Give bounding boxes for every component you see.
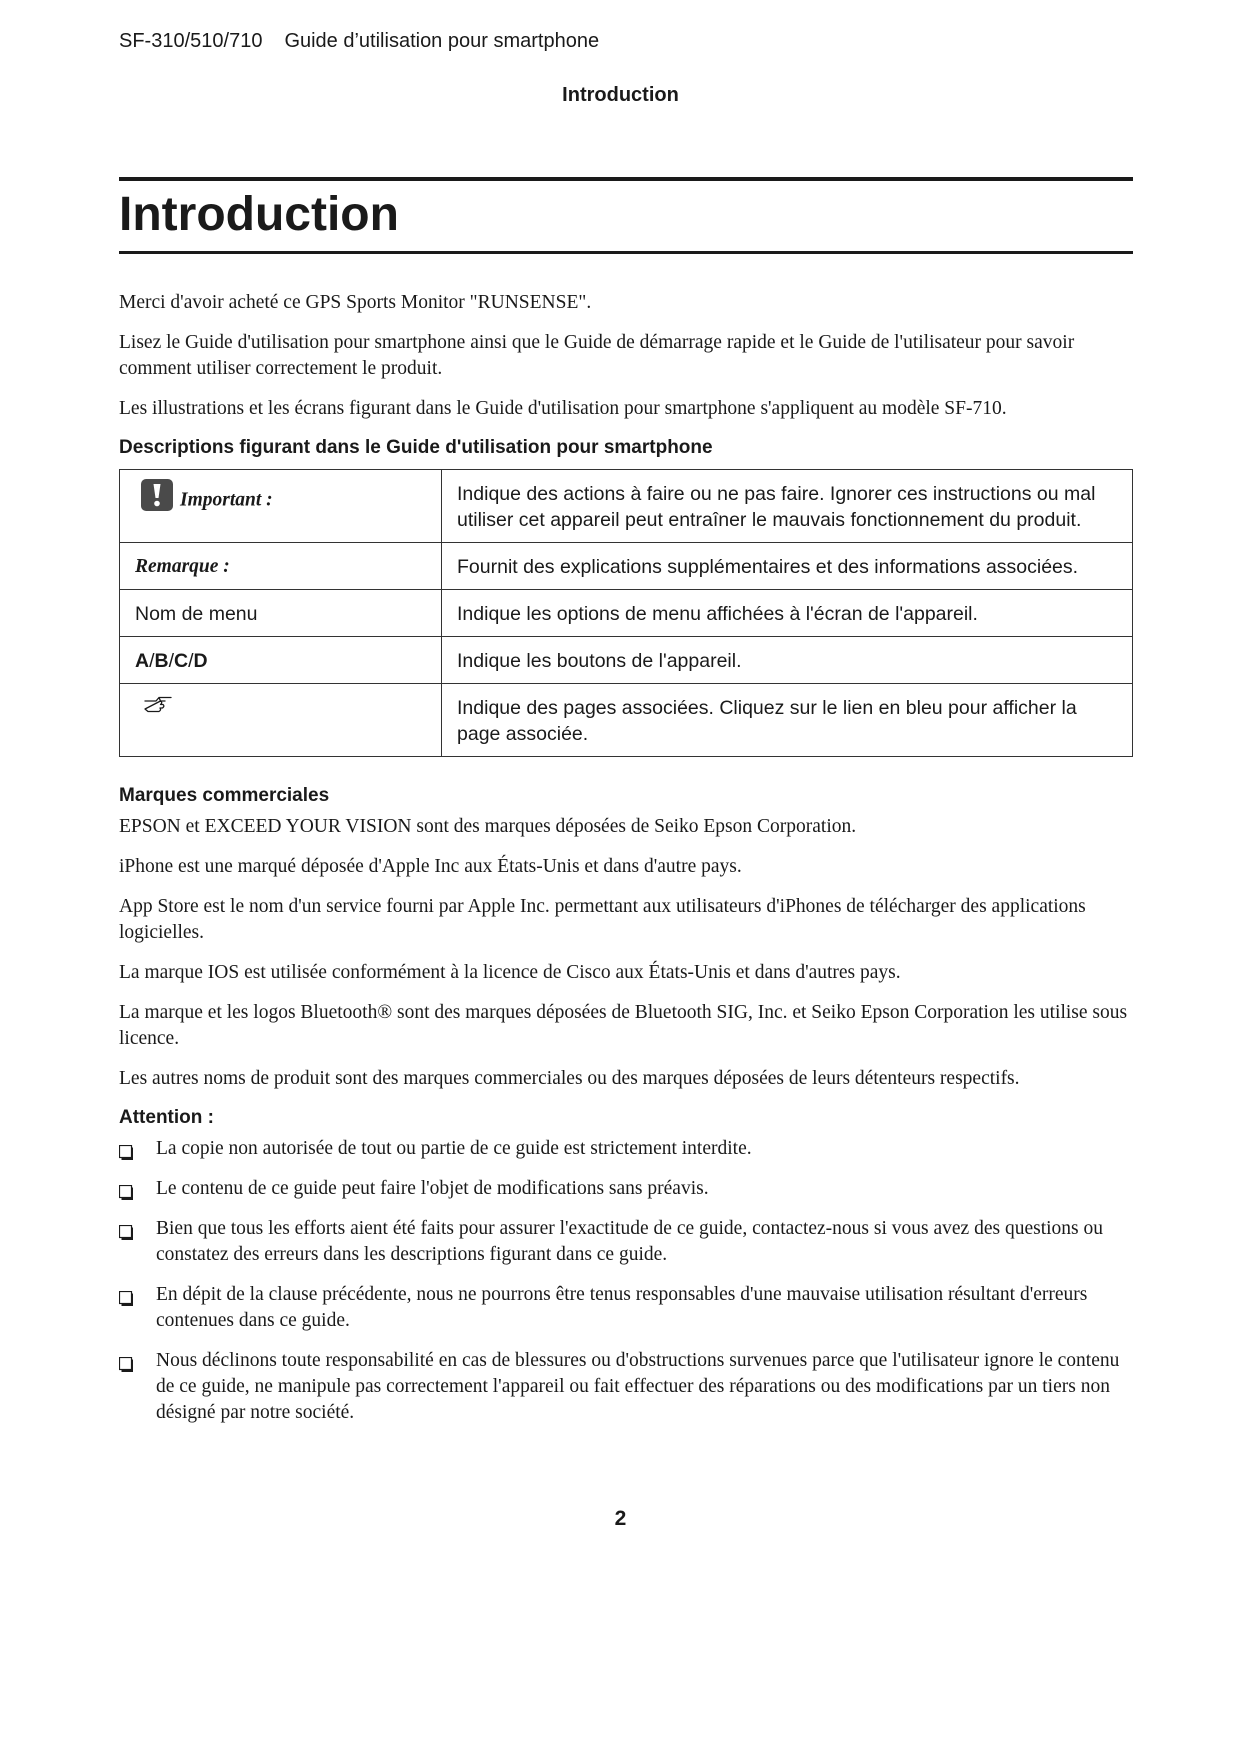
- separator: /: [149, 650, 155, 672]
- list-item: [119, 1136, 1133, 1162]
- trademark-paragraph: Les autres noms de produit sont des marques commerciales ou des marques déposées de leurs détenteurs respectifs.: [119, 1068, 1020, 1089]
- separator: /: [168, 650, 175, 672]
- separator: /: [188, 650, 194, 672]
- term-cell: [120, 470, 442, 543]
- table-row: [120, 590, 1133, 637]
- trademarks-heading: Marques commerciales: [119, 785, 330, 806]
- page-number: 2: [614, 1507, 627, 1530]
- title-rule-top: [119, 177, 1133, 181]
- running-header: [119, 30, 599, 53]
- trademark-paragraph: La marque IOS est utilisée conformément à la licence de Cisco aux États-Unis et dans d'autres pays.: [119, 962, 901, 983]
- page-content: [119, 177, 1133, 1440]
- term-cell: [120, 543, 442, 590]
- important-icon: [141, 479, 173, 519]
- trademark-paragraph: La marque et les logos Bluetooth® sont des marques déposées de Bluetooth SIG, Inc. et Seiko Epson Corporation les utilise sous licence.: [119, 1002, 1128, 1049]
- table-row: [120, 637, 1133, 684]
- intro-paragraph: Lisez le Guide d'utilisation pour smartphone ainsi que le Guide de démarrage rapide et le Guide de l'utilisateur pour savoir comment utiliser correctement le produit.: [119, 332, 1075, 379]
- list-item-text: Nous déclinons toute responsabilité en cas de blessures ou d'obstructions survenues parce que l'utilisateur ignore le contenu de ce guide, ne manipule pas correctement l'appareil ou fait effectuer des réparations ou des modifications par un tiers non désigné par notre société.: [156, 1350, 1120, 1423]
- remark-label: Remarque :: [135, 556, 230, 577]
- description-cell: Indique les boutons de l'appareil.: [442, 637, 1133, 684]
- intro-paragraph: Les illustrations et les écrans figurant dans le Guide d'utilisation pour smartphone s'appliquent au modèle SF-710.: [119, 398, 1007, 419]
- checkbox-icon: [119, 1288, 134, 1314]
- trademark-paragraph: App Store est le nom d'un service fourni par Apple Inc. permettant aux utilisateurs d'iPhones de télécharger des applications logicielles.: [119, 896, 1086, 943]
- button-letter: B: [154, 650, 169, 672]
- button-letter: A: [135, 650, 150, 672]
- button-letter: C: [174, 650, 189, 672]
- list-item-text: Bien que tous les efforts aient été faits pour assurer l'exactitude de ce guide, contactez-nous si vous avez des questions ou constatez des erreurs dans les descriptions figurant dans ce guide.: [156, 1218, 1103, 1265]
- list-item: [119, 1348, 1133, 1426]
- list-item-text: Le contenu de ce guide peut faire l'objet de modifications sans préavis.: [156, 1178, 709, 1199]
- list-item: [119, 1282, 1133, 1334]
- page-title: Introduction: [119, 188, 399, 241]
- checkbox-icon: [119, 1142, 134, 1168]
- term-cell: Nom de menu: [120, 590, 442, 637]
- list-item-text: La copie non autorisée de tout ou partie de ce guide est strictement interdite.: [156, 1138, 752, 1159]
- important-label: Important :: [180, 489, 273, 511]
- list-item: [119, 1216, 1133, 1268]
- attention-list: [119, 1136, 1133, 1426]
- pointing-hand-icon: [143, 695, 173, 725]
- attention-heading: Attention :: [119, 1107, 214, 1128]
- table-row: [120, 543, 1133, 590]
- description-cell: Indique les options de menu affichées à l'écran de l'appareil.: [442, 590, 1133, 637]
- table-row: [120, 684, 1133, 757]
- intro-paragraph: Merci d'avoir acheté ce GPS Sports Monitor "RUNSENSE".: [119, 292, 592, 313]
- model-number: SF-310/510/710: [119, 30, 263, 52]
- term-cell: [120, 684, 442, 757]
- list-item-text: En dépit de la clause précédente, nous ne pourrons être tenus responsables d'une mauvaise utilisation résultant d'erreurs contenues dans ce guide.: [156, 1284, 1088, 1331]
- trademark-paragraph: iPhone est une marqué déposée d'Apple Inc aux États-Unis et dans d'autre pays.: [119, 856, 742, 877]
- checkbox-icon: [119, 1354, 134, 1380]
- trademark-paragraph: EPSON et EXCEED YOUR VISION sont des marques déposées de Seiko Epson Corporation.: [119, 816, 857, 837]
- descriptions-heading: Descriptions figurant dans le Guide d'utilisation pour smartphone: [119, 437, 713, 458]
- list-item: [119, 1176, 1133, 1202]
- description-cell: Indique des pages associées. Cliquez sur le lien en bleu pour afficher la page associée.: [442, 684, 1133, 757]
- checkbox-icon: [119, 1222, 134, 1248]
- button-letter: D: [193, 650, 208, 672]
- term-cell: [120, 637, 442, 684]
- table-row: [120, 470, 1133, 543]
- checkbox-icon: [119, 1182, 134, 1208]
- description-cell: Fournit des explications supplémentaires et des informations associées.: [442, 543, 1133, 590]
- section-label: Introduction: [562, 84, 679, 106]
- description-cell: Indique des actions à faire ou ne pas faire. Ignorer ces instructions ou mal utiliser cet appareil peut entraîner le mauvais fonctionnement du produit.: [442, 470, 1133, 543]
- descriptions-table: [119, 469, 1133, 757]
- guide-title: Guide d’utilisation pour smartphone: [284, 30, 600, 52]
- title-rule-bottom: [119, 251, 1133, 254]
